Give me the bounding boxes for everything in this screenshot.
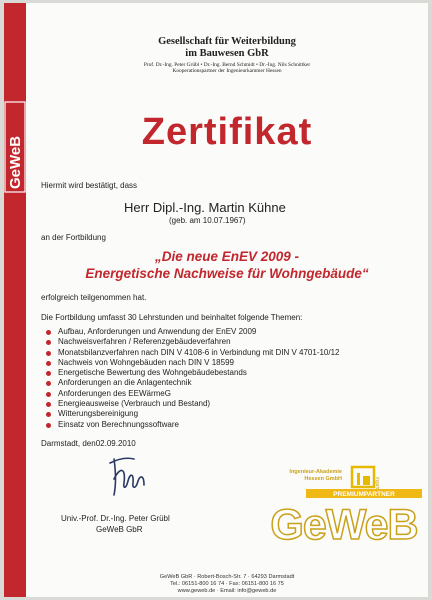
footer-line-web: www.geweb.de · Email: info@geweb.de xyxy=(177,588,277,595)
footer-line-phone: Tel.: 06151-800 16 74 · Fax: 06151-800 16 75 xyxy=(170,581,284,588)
place-label: Darmstadt, den xyxy=(41,439,96,448)
training-label: an der Fortbildung xyxy=(41,233,106,242)
footer-address xyxy=(26,574,428,596)
certificate-page xyxy=(4,3,428,597)
letterhead xyxy=(26,36,428,75)
svg-text:Hessen GmbH: Hessen GmbH xyxy=(304,476,342,482)
list-item: Energetische Bewertung des Wohngebäudebestands xyxy=(46,368,340,378)
signature xyxy=(104,451,154,501)
bullet-icon xyxy=(46,361,51,366)
list-item: Witterungsbereinigung xyxy=(46,409,340,419)
list-item: Anforderungen des EEWärmeG xyxy=(46,389,340,399)
participation-text: erfolgreich teilgenommen hat. xyxy=(41,293,147,302)
directors-line: Prof. Dr.-Ing. Peter Grübl • Dr.-Ing. Bernd Schmidt • Dr.-Ing. Nils Schnittker xyxy=(143,62,311,68)
footer-line-address: GeWeB GbR · Robert-Bosch-Str. 7 · 64293 Darmstadt xyxy=(159,574,295,580)
list-item: Nachweisverfahren / Referenzgebäudeverfahren xyxy=(46,337,340,347)
bullet-icon xyxy=(46,340,51,345)
svg-text:PREMIUMPARTNER: PREMIUMPARTNER xyxy=(333,491,395,498)
place-date xyxy=(41,439,136,448)
bullet-icon xyxy=(46,330,51,335)
premium-partner-badge xyxy=(254,463,424,575)
org-name-line1: Gesellschaft für Weiterbildung xyxy=(158,36,296,47)
scope-text: Die Fortbildung umfasst 30 Lehrstunden und beinhaltet folgende Themen: xyxy=(41,313,303,322)
org-name-line2: im Bauwesen GbR xyxy=(185,48,269,59)
svg-text:GeWeB: GeWeB xyxy=(7,135,24,189)
bullet-icon xyxy=(46,423,51,428)
list-item: Anforderungen an die Anlagentechnik xyxy=(46,378,340,388)
course-title-line2: Energetische Nachweise für Wohngebäude“ xyxy=(85,266,369,281)
geweb-logo-vertical xyxy=(4,101,26,193)
bullet-icon xyxy=(46,381,51,386)
topics-list xyxy=(46,327,340,430)
recipient-birthdate: (geb. am 10.07.1967) xyxy=(169,216,246,225)
bullet-icon xyxy=(46,402,51,407)
list-item: Energieausweise (Verbrauch und Bestand) xyxy=(46,399,340,409)
partner-line: Kooperationspartner der Ingenieurkammer Hessen xyxy=(172,68,282,74)
svg-text:GeWeB: GeWeB xyxy=(270,501,418,549)
list-item: Aufbau, Anforderungen und Anwendung der EnEV 2009 xyxy=(46,327,340,337)
date-value: 02.09.2010 xyxy=(95,439,136,448)
signatory-name: Univ.-Prof. Dr.-Ing. Peter Grübl xyxy=(61,514,170,523)
svg-text:Ingenieur-Akademie: Ingenieur-Akademie xyxy=(289,469,342,475)
signatory-org: GeWeB GbR xyxy=(96,525,143,534)
bullet-icon xyxy=(46,351,51,356)
list-item: Einsatz von Berechnungssoftware xyxy=(46,420,340,430)
bullet-icon xyxy=(46,392,51,397)
certificate-title: Zertifikat xyxy=(141,111,313,153)
intro-text: Hiermit wird bestätigt, dass xyxy=(41,181,138,190)
recipient-name: Herr Dipl.-Ing. Martin Kühne xyxy=(124,200,286,215)
list-item: Nachweis von Wohngebäuden nach DIN V 18599 xyxy=(46,358,340,368)
bullet-icon xyxy=(46,371,51,376)
course-title-line1: „Die neue EnEV 2009 - xyxy=(154,249,300,264)
svg-text:ingah: ingah xyxy=(374,477,380,490)
list-item: Monatsbilanzverfahren nach DIN V 4108-6 in Verbindung mit DIN V 4701-10/12 xyxy=(46,348,340,358)
bullet-icon xyxy=(46,412,51,417)
red-sidebar xyxy=(4,3,26,597)
